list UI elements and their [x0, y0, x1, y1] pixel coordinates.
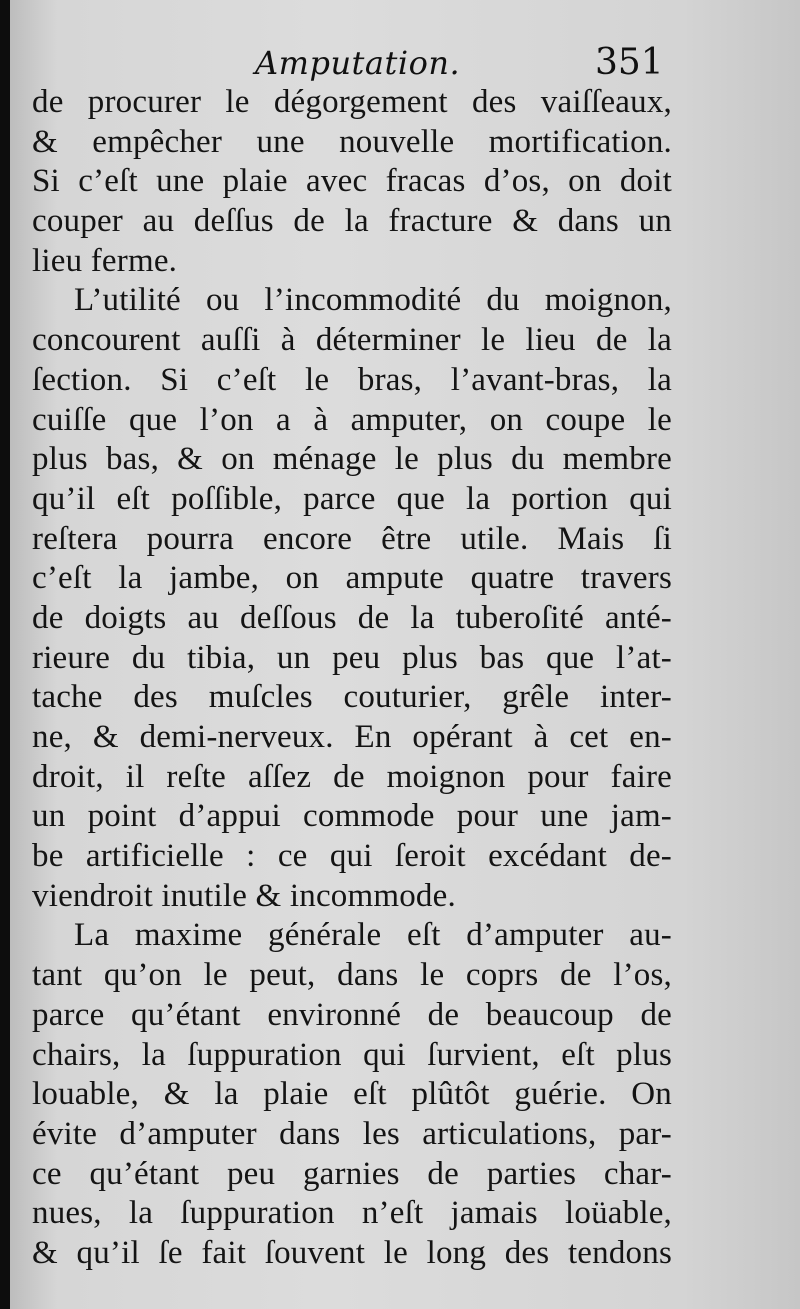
text-line: c’eſt la jambe, on ampute quatre travers [32, 560, 672, 597]
text-line: L’utilité ou l’incommodité du moignon, [74, 282, 672, 319]
text-line: ce qu’étant peu garnies de parties char- [32, 1155, 672, 1192]
text-line: évite d’amputer dans les articulations, par- [32, 1115, 672, 1152]
text-line: & qu’il ſe fait ſouvent le long des tendons [32, 1234, 672, 1271]
text-line: ſection. Si c’eſt le bras, l’avant-bras, la [32, 361, 672, 398]
text-line: parce qu’étant environné de beaucoup de [32, 996, 672, 1033]
text-line: rieure du tibia, un peu plus bas que l’at- [32, 639, 672, 676]
text-line: be artificielle : ce qui ſeroit excédant de- [32, 838, 672, 875]
text-line: viendroit inutile & incommode. [32, 877, 456, 914]
text-line: concourent auſſi à déterminer le lieu de la [32, 322, 672, 359]
text-line: lieu ferme. [32, 242, 178, 279]
text-line: La maxime générale eſt d’amputer au- [74, 917, 672, 954]
book-page [10, 0, 800, 1309]
text-line: un point d’appui commode pour une jam- [32, 798, 672, 835]
text-line: de procurer le dégorgement des vaiſſeaux, [32, 84, 672, 120]
text-line: & empêcher une nouvelle mortification. [32, 123, 672, 160]
text-line: Si c’eſt une plaie avec fracas d’os, on doit [32, 163, 672, 200]
text-line: couper au deſſus de la fracture & dans un [32, 203, 672, 240]
running-title: Amputation. [255, 44, 461, 82]
text-line: chairs, la ſuppuration qui ſurvient, eſt plus [32, 1036, 672, 1073]
page-binding-edge [0, 0, 10, 1309]
text-line: ne, & demi-nerveux. En opérant à cet en- [32, 719, 672, 755]
body-text [32, 83, 672, 1274]
text-line: nues, la ſuppuration n’eſt jamais loüable, [32, 1195, 672, 1232]
text-line: tant qu’on le peut, dans le coprs de l’os, [32, 957, 672, 994]
text-line: droit, il reſte aſſez de moignon pour faire [32, 758, 672, 795]
text-line: reſtera pourra encore être utile. Mais ſi [32, 520, 672, 557]
text-line: louable, & la plaie eſt plûtôt guérie. On [32, 1076, 672, 1113]
text-line: de doigts au deſſous de la tuberoſité anté- [32, 599, 672, 636]
page-header [10, 40, 800, 88]
text-line: cuiſſe que l’on a à amputer, on coupe le [32, 401, 672, 438]
text-line: qu’il eſt poſſible, parce que la portion qui [32, 480, 672, 517]
text-line: tache des muſcles couturier, grêle inter- [32, 679, 672, 716]
text-line: plus bas, & on ménage le plus du membre [32, 441, 672, 478]
page-number: 351 [595, 42, 664, 83]
